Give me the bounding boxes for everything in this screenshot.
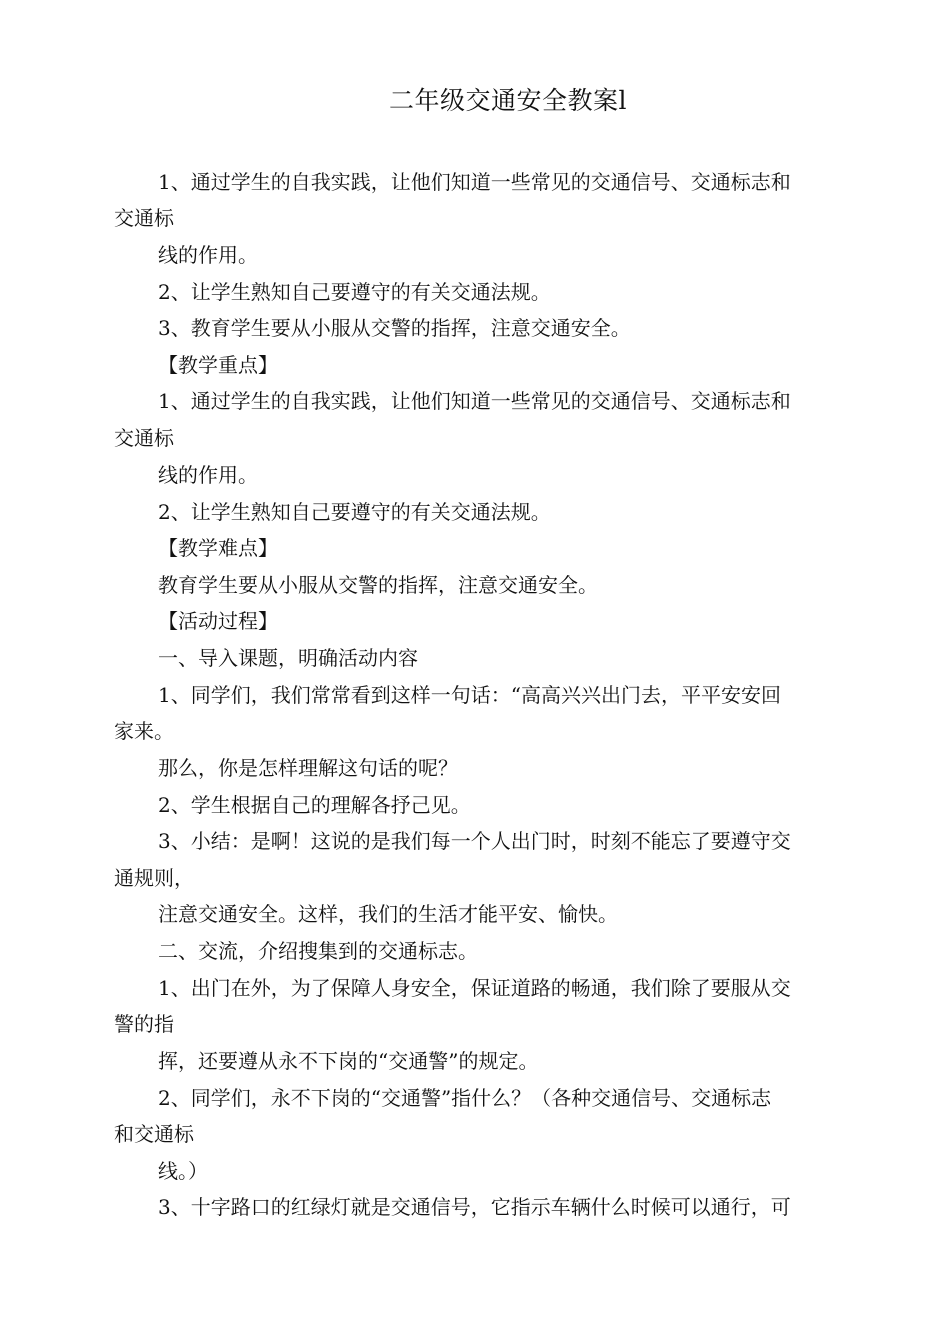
body-line: 警的指: [114, 1012, 174, 1036]
body-line: 1、出门在外，为了保障人身安全，保证道路的畅通，我们除了要服从交: [158, 976, 791, 1000]
body-line: 通规则，: [114, 866, 194, 890]
body-line: 注意交通安全。这样，我们的生活才能平安、愉快。: [158, 902, 618, 926]
body-line: 交通标: [114, 206, 174, 230]
body-line: 1、同学们，我们常常看到这样一句话：“高高兴兴出门去，平平安安回: [158, 683, 781, 707]
body-line: 一、导入课题，明确活动内容: [158, 646, 418, 670]
document-title: 二年级交通安全教案l: [389, 86, 627, 115]
body-line: 家来。: [114, 719, 174, 743]
body-line: 3、教育学生要从小服从交警的指挥，注意交通安全。: [158, 316, 631, 340]
body-line: 1、通过学生的自我实践，让他们知道一些常见的交通信号、交通标志和: [158, 389, 791, 413]
section-heading: 【活动过程】: [158, 609, 278, 633]
body-line: 那么，你是怎样理解这句话的呢？: [158, 756, 458, 780]
body-line: 2、让学生熟知自己要遵守的有关交通法规。: [158, 280, 551, 304]
section-heading: 【教学重点】: [158, 353, 278, 377]
section-heading: 【教学难点】: [158, 536, 278, 560]
body-line: 交通标: [114, 426, 174, 450]
body-line: 和交通标: [114, 1122, 194, 1146]
body-line: 线的作用。: [158, 243, 258, 267]
body-line: 挥，还要遵从永不下岗的“交通警”的规定。: [158, 1049, 539, 1073]
body-line: 1、通过学生的自我实践，让他们知道一些常见的交通信号、交通标志和: [158, 170, 791, 194]
body-line: 线的作用。: [158, 463, 258, 487]
body-line: 2、让学生熟知自己要遵守的有关交通法规。: [158, 500, 551, 524]
body-line: 2、学生根据自己的理解各抒己见。: [158, 793, 471, 817]
body-line: 2、同学们，永不下岗的“交通警”指什么？（各种交通信号、交通标志: [158, 1086, 772, 1110]
body-line: 二、交流，介绍搜集到的交通标志。: [158, 939, 478, 963]
body-line: 线。）: [158, 1159, 208, 1183]
body-line: 3、十字路口的红绿灯就是交通信号，它指示车辆什么时候可以通行，可: [158, 1195, 791, 1219]
body-line: 教育学生要从小服从交警的指挥，注意交通安全。: [158, 573, 598, 597]
body-line: 3、小结：是啊！这说的是我们每一个人出门时，时刻不能忘了要遵守交: [158, 829, 791, 853]
